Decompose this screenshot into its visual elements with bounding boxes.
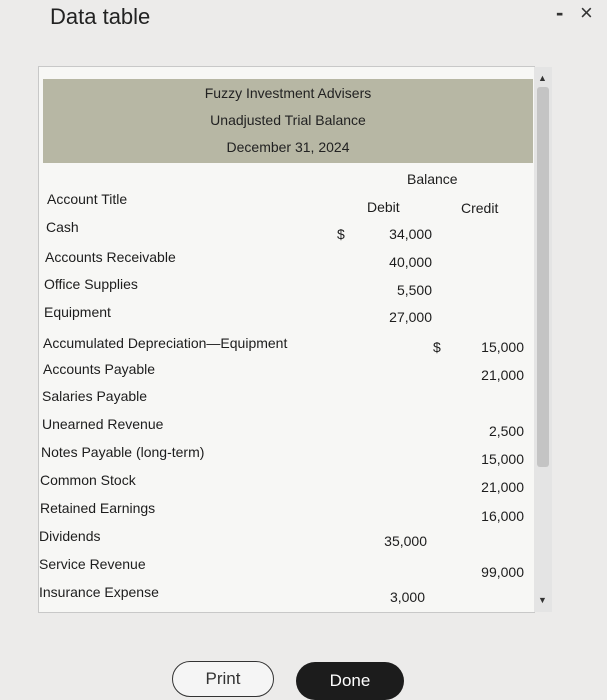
credit-amount: 15,000 bbox=[481, 339, 524, 355]
account-title: Equipment bbox=[44, 304, 111, 320]
account-title: Accounts Receivable bbox=[45, 249, 176, 265]
debit-amount: 34,000 bbox=[389, 226, 432, 242]
debit-dollar-sign: $ bbox=[337, 226, 345, 242]
credit-dollar-sign: $ bbox=[433, 339, 441, 355]
account-title: Insurance Expense bbox=[39, 584, 159, 600]
print-button[interactable]: Print bbox=[172, 661, 274, 697]
debit-amount: 35,000 bbox=[384, 533, 427, 549]
vertical-scrollbar[interactable] bbox=[534, 67, 552, 612]
scroll-thumb[interactable] bbox=[537, 87, 549, 467]
credit-amount: 2,500 bbox=[488, 423, 524, 439]
statement-header bbox=[43, 79, 533, 163]
account-title: Unearned Revenue bbox=[42, 416, 164, 432]
account-title: Retained Earnings bbox=[40, 500, 156, 516]
balance-header: Balance bbox=[407, 171, 458, 187]
credit-header: Credit bbox=[461, 200, 499, 216]
dialog-title: Data table bbox=[50, 4, 151, 29]
credit-amount: 99,000 bbox=[481, 564, 524, 580]
credit-amount: 15,000 bbox=[481, 451, 524, 467]
minimize-icon[interactable]: - bbox=[556, 0, 564, 25]
scroll-down-icon[interactable]: ▼ bbox=[538, 595, 547, 605]
debit-amount: 3,000 bbox=[389, 589, 425, 605]
account-title: Office Supplies bbox=[44, 276, 138, 292]
credit-amount: 16,000 bbox=[481, 508, 524, 524]
account-title: Cash bbox=[46, 219, 79, 235]
debit-header: Debit bbox=[367, 199, 400, 215]
debit-amount: 5,500 bbox=[396, 282, 432, 298]
account-title: Accumulated Depreciation—Equipment bbox=[43, 335, 288, 351]
account-title: Salaries Payable bbox=[42, 388, 148, 404]
done-button[interactable]: Done bbox=[296, 662, 404, 700]
scroll-up-icon[interactable]: ▲ bbox=[538, 73, 547, 83]
debit-amount: 27,000 bbox=[389, 309, 432, 325]
credit-amount: 21,000 bbox=[481, 479, 524, 495]
account-title-header: Account Title bbox=[47, 191, 128, 207]
account-title: Notes Payable (long-term) bbox=[41, 444, 205, 460]
account-title: Service Revenue bbox=[39, 556, 146, 572]
report-name: Unadjusted Trial Balance bbox=[210, 112, 366, 128]
company-name: Fuzzy Investment Advisers bbox=[204, 85, 372, 101]
report-date: December 31, 2024 bbox=[226, 139, 350, 155]
account-title: Dividends bbox=[39, 528, 101, 544]
trial-balance-table bbox=[38, 66, 535, 613]
debit-amount: 40,000 bbox=[389, 254, 432, 270]
account-title: Accounts Payable bbox=[43, 361, 156, 377]
credit-amount: 21,000 bbox=[481, 367, 524, 383]
account-title: Common Stock bbox=[40, 472, 136, 488]
close-icon[interactable]: × bbox=[580, 0, 593, 25]
